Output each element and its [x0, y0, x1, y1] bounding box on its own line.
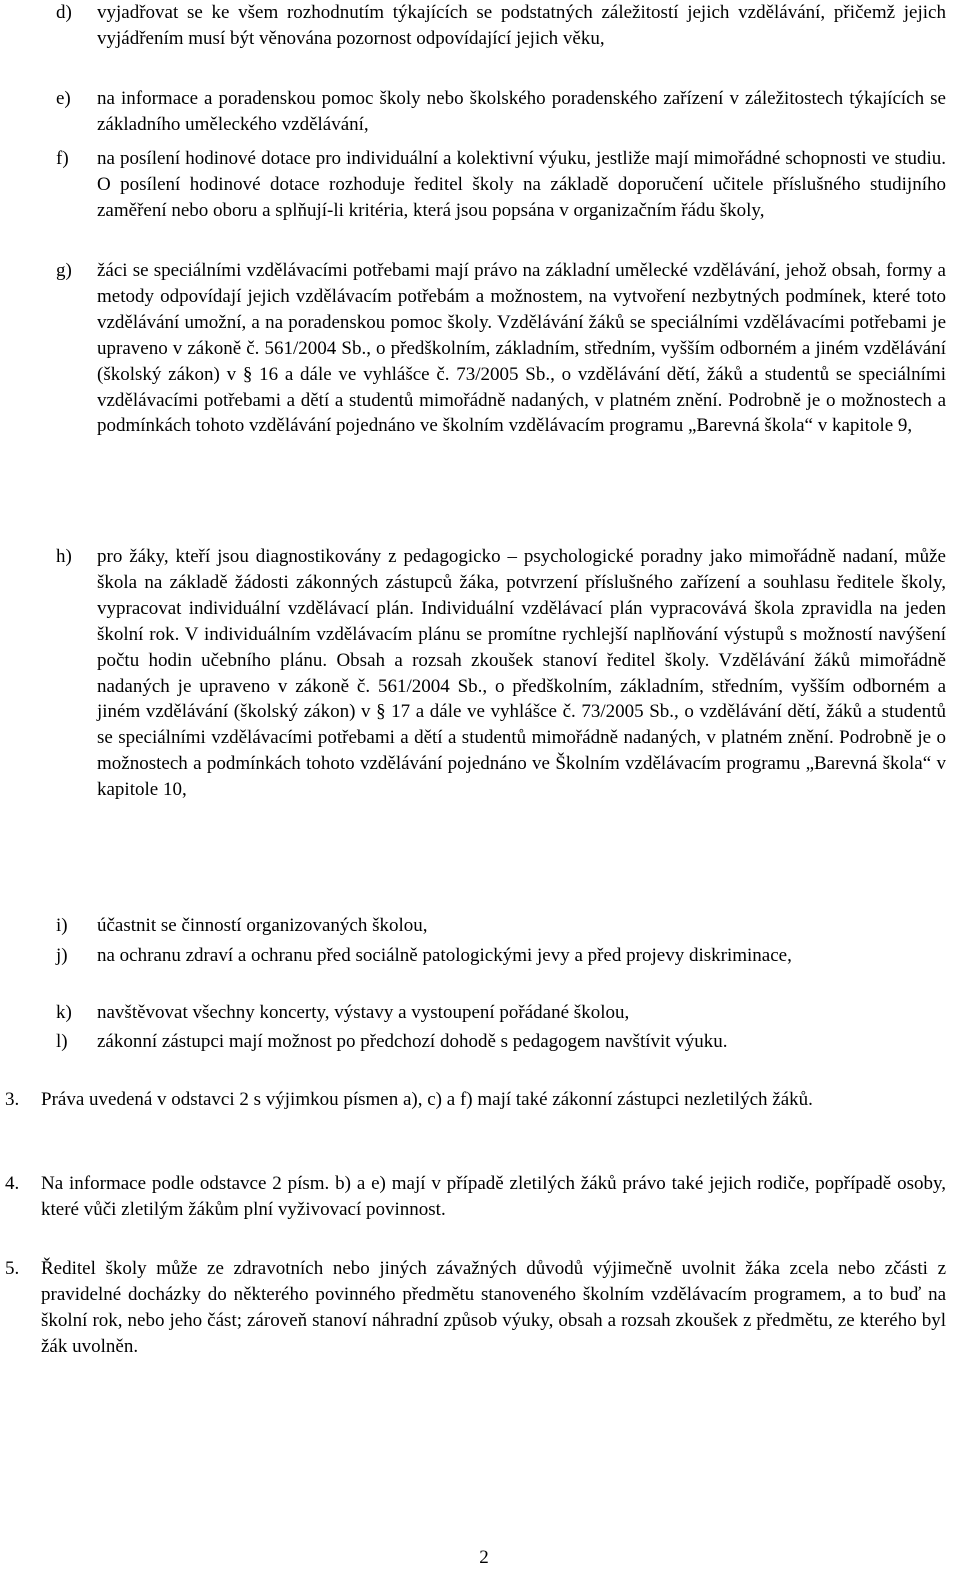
page-footer: [0, 1545, 960, 1570]
paragraph-number: 4.: [5, 1173, 20, 1194]
list-item-text: na ochranu zdraví a ochranu před sociálně patologickými jevy a před projevy diskriminace,: [97, 945, 792, 966]
list-item-e: [0, 86, 960, 138]
paragraph-text: Ředitel školy může ze zdravotních nebo jiných závažných důvodů výjimečně uvolnit žáka zcela nebo zčásti z pravidelné docházky do některého povinného předmětu stanoveného školním vzdělávacím programem, a to buď na školní rok, nebo jeho část; zároveň stanoví náhradní způsob výuky, obsah a rozsah zkoušek z předmětu, ze kterého byl žák uvolněn.: [41, 1258, 946, 1357]
list-item-text: pro žáky, kteří jsou diagnostikovány z pedagogicko – psychologické poradny jako mimořádně nadaní, může škola na základě žádosti zákonných zástupců žáka, potvrzení příslušného zařízení a souhlasu ředitele školy, vypracovat individuální vzdělávací plán. Individuální vzdělávací plán vypracovává škola zpravidla na jeden školní rok. V individuálním vzdělávacím plánu se promítne rychlejší naplňování výstupů s možností navýšení počtu hodin učebního plánu. Obsah a rozsah zkoušek stanoví ředitel školy. Vzdělávání žáků mimořádně nadaných je upraveno v zákoně č. 561/2004 Sb., o předškolním, základním, středním, vyšším odborném a jiném vzdělávání (školský zákon) v § 17 a dále ve vyhlášce č. 73/2005 Sb., o vzdělávání dětí, žáků a studentů se speciálními vzdělávacími potřebami a dětí a studentů mimořádně nadaných, v platném znění. Podrobně je o možnostech a podmínkách tohoto vzdělávání pojednáno ve Školním vzdělávacím programu „Barevná škola“ v kapitole 10,: [97, 546, 946, 801]
list-marker: j): [56, 945, 68, 966]
paragraph-text: Práva uvedená v odstavci 2 s výjimkou písmen a), c) a f) mají také zákonní zástupci nezletilých žáků.: [41, 1089, 813, 1110]
list-marker: e): [56, 88, 71, 109]
list-marker: l): [56, 1031, 68, 1052]
paragraph-text: Na informace podle odstavce 2 písm. b) a e) mají v případě zletilých žáků právo také jejich rodiče, popřípadě osoby, které vůči zletilým žákům plní vyživovací povinnost.: [41, 1173, 946, 1220]
list-item-h: [0, 544, 960, 803]
list-item-text: na posílení hodinové dotace pro individuální a kolektivní výuku, jestliže mají mimořádné schopnosti ve studiu. O posílení hodinové dotace rozhoduje ředitel školy na základě doporučení učitele příslušného studijního zaměření nebo oboru a splňují-li kritéria, která jsou popsána v organizačním řádu školy,: [97, 148, 946, 221]
list-item-g: [0, 258, 960, 439]
list-item-i: [0, 913, 960, 939]
list-item-d: [0, 0, 960, 52]
list-marker: d): [56, 2, 72, 23]
page-number: 2: [479, 1547, 489, 1568]
list-marker: k): [56, 1002, 72, 1023]
list-marker: h): [56, 546, 72, 567]
numbered-paragraph-5: [0, 1256, 960, 1360]
list-marker: i): [56, 915, 68, 936]
list-item-k: [0, 1000, 960, 1026]
list-item-text: zákonní zástupci mají možnost po předchozí dohodě s pedagogem navštívit výuku.: [97, 1031, 728, 1052]
list-item-l: [0, 1029, 960, 1055]
list-item-text: žáci se speciálními vzdělávacími potřebami mají právo na základní umělecké vzdělávání, jehož obsah, formy a metody odpovídají jejich vzdělávacím potřebám a možnostem, na vytvoření nezbytných podmínek, které toto vzdělávání umožní, a na poradenskou pomoc školy. Vzdělávání žáků se speciálními vzdělávacími potřebami je upraveno v zákoně č. 561/2004 Sb., o předškolním, základním, středním, vyšším odborném a jiném vzdělávání (školský zákon) v § 16 a dále ve vyhlášce č. 73/2005 Sb., o vzdělávání dětí, žáků a studentů se speciálními vzdělávacími potřebami a dětí a studentů mimořádně nadaných, v platném znění. Podrobně je o možnostech a podmínkách tohoto vzdělávání pojednáno ve školním vzdělávacím programu „Barevná škola“ v kapitole 9,: [97, 260, 946, 437]
list-item-text: vyjadřovat se ke všem rozhodnutím týkajících se podstatných záležitostí jejich vzdělávání, přičemž jejich vyjádřením musí být věnována pozornost odpovídající jejich věku,: [97, 2, 946, 49]
numbered-paragraph-3: [0, 1087, 960, 1113]
numbered-paragraph-4: [0, 1171, 960, 1223]
list-item-text: navštěvovat všechny koncerty, výstavy a vystoupení pořádané školou,: [97, 1002, 630, 1023]
list-item-j: [0, 943, 960, 969]
list-item-text: na informace a poradenskou pomoc školy nebo školského poradenského zařízení v záležitostech týkajících se základního uměleckého vzdělávání,: [97, 88, 946, 135]
paragraph-number: 5.: [5, 1258, 20, 1279]
list-marker: g): [56, 260, 72, 281]
list-item-f: [0, 146, 960, 224]
list-item-text: účastnit se činností organizovaných školou,: [97, 915, 428, 936]
paragraph-number: 3.: [5, 1089, 20, 1110]
list-marker: f): [56, 148, 69, 169]
